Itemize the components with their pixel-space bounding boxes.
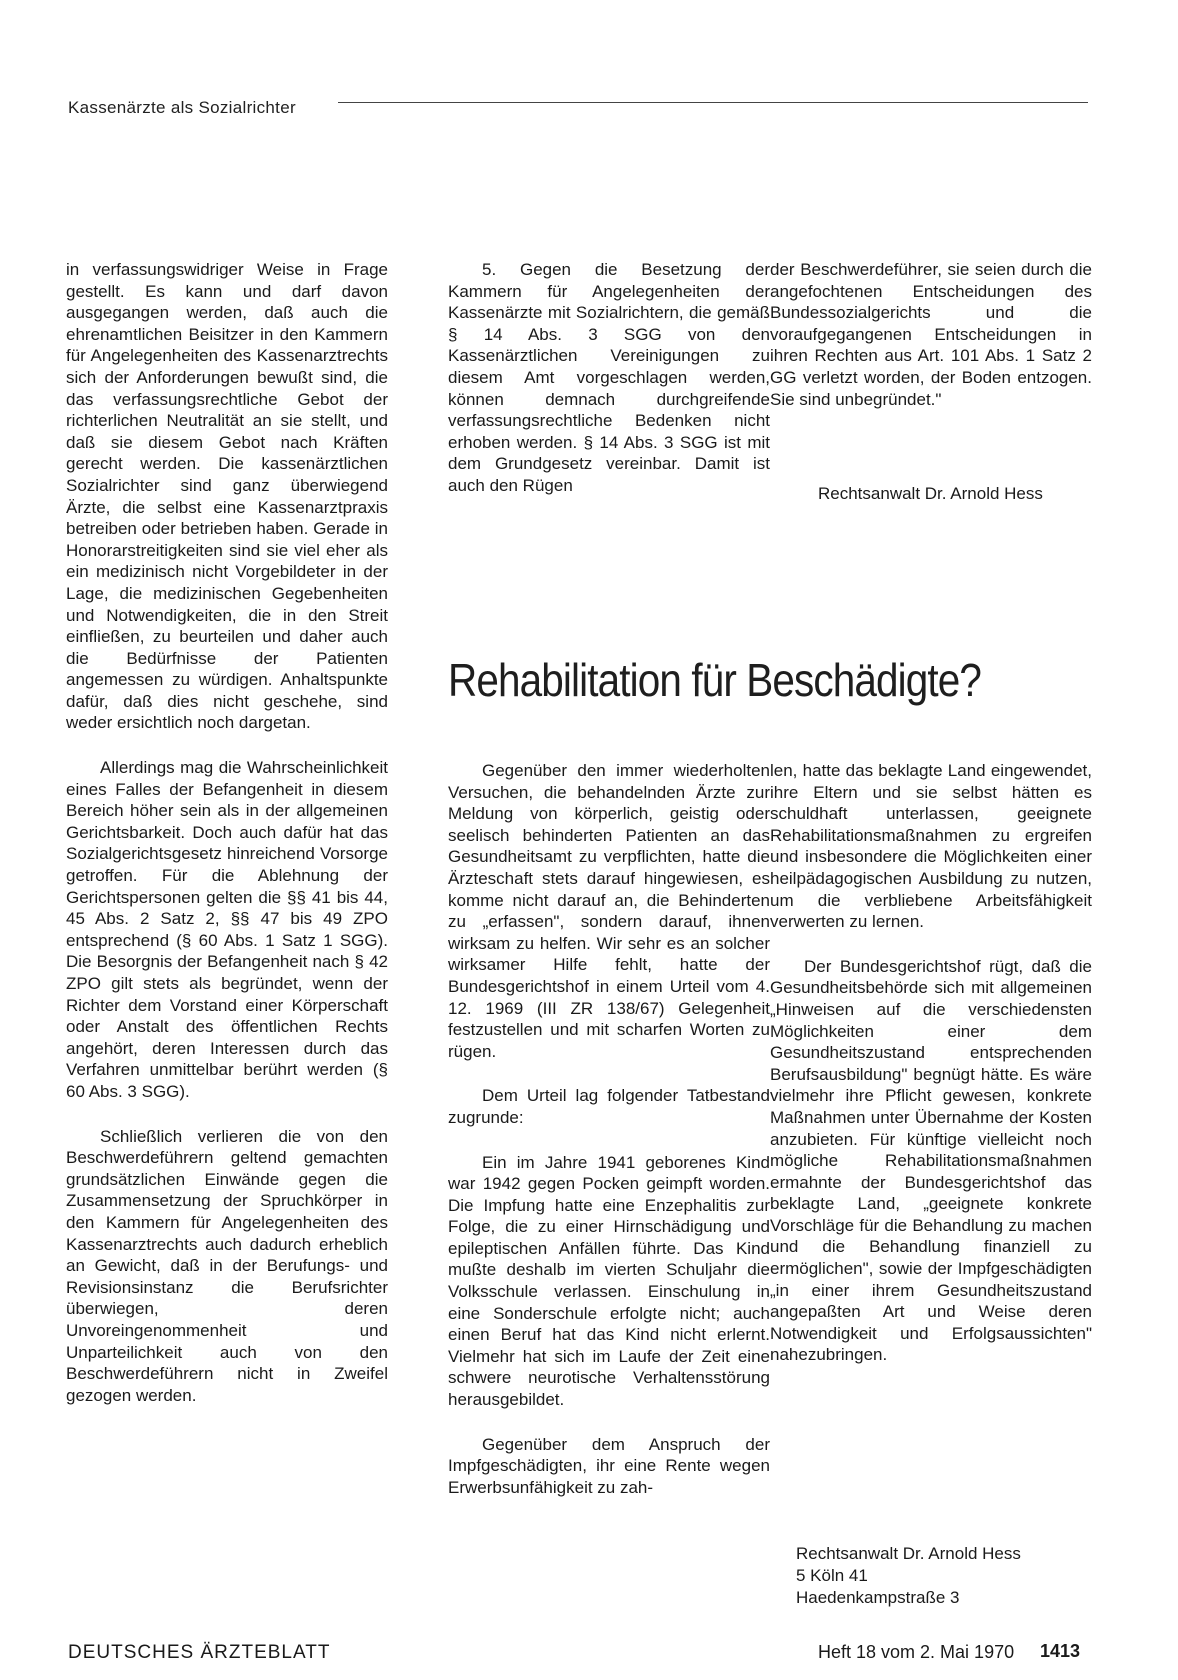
address-line: 5 Köln 41 <box>796 1566 868 1585</box>
author-address <box>796 1543 1021 1609</box>
paragraph: 5. Gegen die Besetzung der Kammern für Angelegenheiten der Kassenärzte mit Sozialrichtern, die gemäß § 14 Abs. 3 SGG von den Kassenärztlichen Vereinigungen zu diesem Amt vorgeschlagen werden, können demnach durchgreifende verfassungsrechtliche Bedenken nicht erhoben werden. § 14 Abs. 3 SGG ist mit dem Grundgesetz vereinbar. Damit ist auch den Rügen <box>448 260 770 495</box>
column-3-top <box>770 259 1092 410</box>
page-number: 1413 <box>1040 1641 1081 1661</box>
column-1 <box>66 259 388 1406</box>
running-header: Kassenärzte als Sozialrichter <box>68 98 296 117</box>
paragraph: Allerdings mag die Wahrscheinlichkeit eines Falles der Befangenheit in diesem Bereich höher sein als in der allgemeinen Gerichtsbarkeit. Doch auch dafür hat das Sozialgerichtsgesetz hinreichend Vorsorge getroffen. Für die Ablehnung der Gerichtspersonen gelten die §§ 41 bis 44, 45 Abs. 2 Satz 2, §§ 47 bis 49 ZPO entsprechend (§ 60 Abs. 1 Satz 1 SGG). Die Besorgnis der Befangenheit nach § 42 ZPO gilt stets als begründet, wenn der Richter dem Vorstand einer Körperschaft oder Anstalt des öffentlichen Rechts angehört, deren Interessen durch das Verfahren unmittelbar berührt werden (§ 60 Abs. 3 SGG). <box>66 758 388 1101</box>
header-rule <box>338 102 1088 103</box>
paragraph: in verfassungswidriger Weise in Frage gestellt. Es kann und darf davon ausgegangen werden, daß auch die ehrenamtlichen Beisitzer in den Kammern für Angelegenheiten des Kassenarztrechts sich der Anforderungen bewußt sind, die das verfassungsrechtliche Gebot der richterlichen Neutralität an sie stellt, und daß sie diesem Gebot nach Kräften gerecht werden. Die kassenärztlichen Sozialrichter sind ganz überwiegend Ärzte, die selbst eine Kassenarztpraxis betreiben oder betrieben haben. Gerade in Honorarstreitigkeiten sind sie viel eher als ein medizinisch nicht Vorgebildeter in der Lage, die medizinischen Gegebenheiten und Notwendigkeiten, die in den Streit einfließen, zu beurteilen und daher auch die Bedürfnisse der Patienten angemessen zu würdigen. Anhaltspunkte dafür, daß dies nicht geschehe, sind weder ersichtlich noch dargetan. <box>66 260 388 733</box>
paragraph: Gegenüber dem Anspruch der Impfgeschädigten, ihr eine Rente wegen Erwerbsunfähigkeit zu zah- <box>448 1434 770 1497</box>
column-3-article <box>770 760 1092 1366</box>
issue-info: Heft 18 vom 2. Mai 1970 <box>818 1642 1015 1662</box>
paragraph: Ein im Jahre 1941 geborenes Kind war 1942 gegen Pocken geimpft worden. Die Impfung hatte eine Enzephalitis zur Folge, die zu einer Hirnschädigung und epileptischen Anfällen führte. Das Kind mußte deshalb im vierten Schuljahr die Volksschule verlassen. Einschulung in eine Sonderschule erfolgte nicht; auch einen Beruf hat das Kind nicht erlernt. Vielmehr hat sich im Laufe der Zeit eine schwere neurotische Verhaltensstörung herausgebildet. <box>448 1152 770 1410</box>
journal-name: DEUTSCHES ÄRZTEBLATT <box>68 1642 331 1663</box>
paragraph: Schließlich verlieren die von den Beschwerdeführern geltend gemachten grundsätzlichen Einwände gegen die Zusammensetzung der Spruchkörper in den Kammern für Angelegenheiten des Kassenarztrechts auch dadurch erheblich an Gewicht, daß in der Berufungs- und Revisionsinstanz die Berufsrichter überwiegen, deren Unvoreingenommenheit und Unparteilichkeit auch von den Beschwerdeführern nicht in Zweifel gezogen werden. <box>66 1126 388 1405</box>
paragraph: Der Bundesgerichtshof rügt, daß die Gesundheitsbehörde sich mit allgemeinen „Hinweisen auf die verschiedensten Möglichkeiten einer dem Gesundheitszustand entsprechenden Berufsausbildung" begnügt hätte. Es wäre vielmehr ihre Pflicht gewesen, konkrete Maßnahmen unter Übernahme der Kosten anzubieten. Für künftige vielleicht noch mögliche Rehabilitationsmaßnahmen ermahnte der Bundesgerichtshof das beklagte Land, „geeignete konkrete Vorschläge für die Behandlung zu machen und die Behandlung finanziell zu ermöglichen", sowie der Impfgeschädigten „in einer ihrem Gesundheitszustand angepaßten Art und Weise deren Notwendigkeit und Erfolgsaussichten" nahezubringen. <box>770 956 1092 1365</box>
address-line: Haedenkampstraße 3 <box>796 1588 960 1607</box>
address-line: Rechtsanwalt Dr. Arnold Hess <box>796 1544 1021 1563</box>
article-title: Rehabilitation für Beschädigte? <box>448 654 982 706</box>
paragraph: der Beschwerdeführer, sie seien durch die angefochtenen Entscheidungen des Bundessozialgerichts und die voraufgegangenen Entscheidungen in ihren Rechten aus Art. 101 Abs. 1 Satz 2 GG verletzt worden, der Boden entzogen. Sie sind unbegründet." <box>770 260 1092 409</box>
paragraph: len, hatte das beklagte Land eingewendet, ihre Eltern und sie selbst hätten es schuldhaft unterlassen, geeignete Rehabilitationsmaßnahmen zu ergreifen und insbesondere die Möglichkeiten einer heilpädagogischen Ausbildung zu nutzen, um die verbliebene Arbeitsfähigkeit verwerten zu lernen. <box>770 761 1092 932</box>
column-2-article <box>448 760 770 1498</box>
paragraph: Dem Urteil lag folgender Tatbestand zugrunde: <box>448 1086 770 1127</box>
paragraph: Gegenüber den immer wiederholten Versuchen, die behandelnden Ärzte zur Meldung von körperlich, geistig oder seelisch behinderten Patienten an das Gesundheitsamt zu verpflichten, hatte die Ärzteschaft stets darauf hingewiesen, es komme nicht darauf an, die Behinderten zu „erfassen", sondern darauf, ihnen wirksam zu helfen. Wir sehr es an solcher wirksamer Hilfe fehlt, hatte der Bundesgerichtshof in einem Urteil vom 4. 12. 1969 (III ZR 138/67) Gelegenheit festzustellen und mit scharfen Worten zu rügen. <box>448 761 770 1061</box>
column-2-top <box>448 259 770 497</box>
author-signature: Rechtsanwalt Dr. Arnold Hess <box>818 484 1043 503</box>
